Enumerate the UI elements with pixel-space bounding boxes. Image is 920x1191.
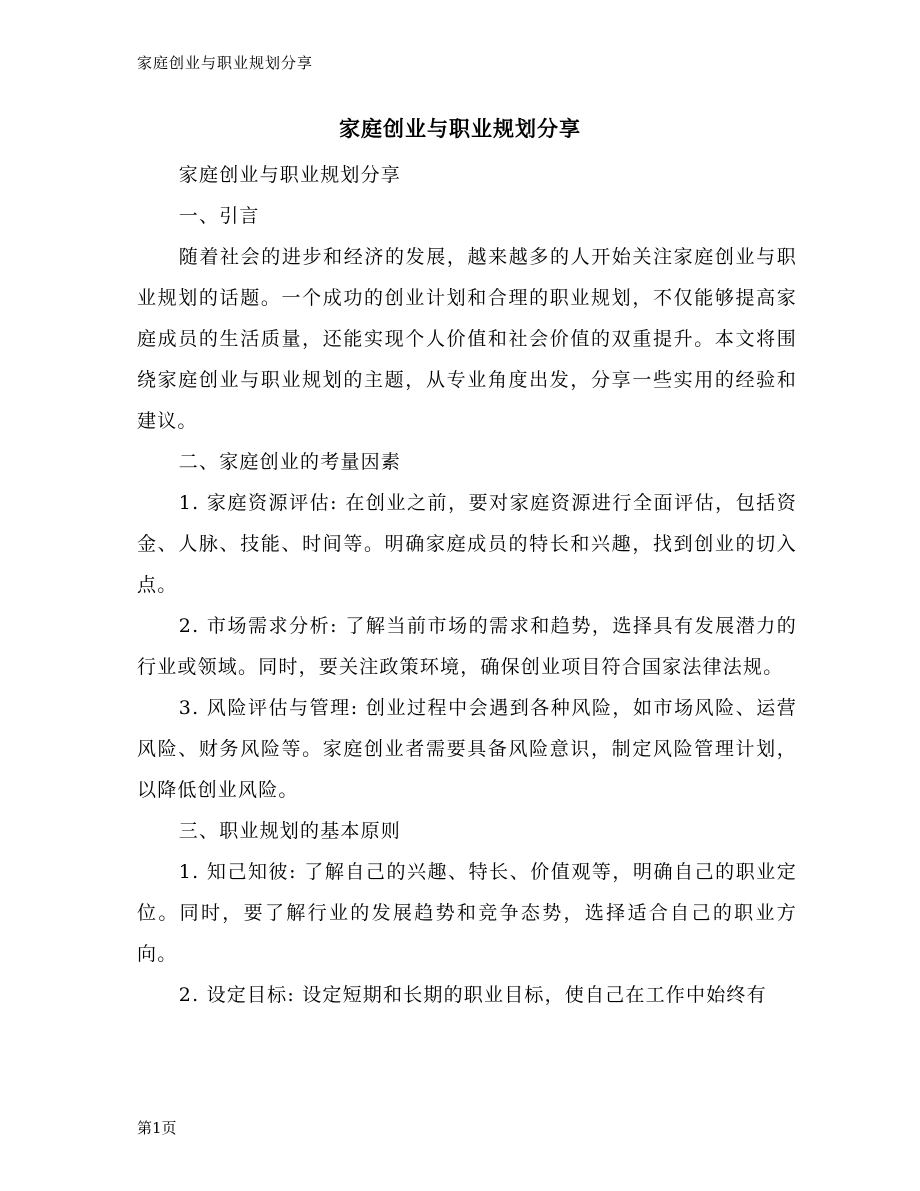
paragraph-market-analysis: 2. 市场需求分析: 了解当前市场的需求和趋势，选择具有发展潜力的行业或领域。同时，要关注政策环境，确保创业项目符合国家法律法规。 <box>137 615 797 678</box>
paragraph-risk-management: 3. 风险评估与管理: 创业过程中会遇到各种风险，如市场风险、运营风险、财务风险等。家庭创业者需要具备风险意识，制定风险管理计划，以降低创业风险。 <box>137 697 797 801</box>
section-heading-principles: 三、职业规划的基本原则 <box>178 820 401 842</box>
section-heading-factors: 二、家庭创业的考量因素 <box>178 451 401 473</box>
paragraph-subtitle: 家庭创业与职业规划分享 <box>178 164 401 186</box>
section-heading-intro: 一、引言 <box>178 205 260 227</box>
page-number: 第1页 <box>137 1119 177 1137</box>
paragraph-resource-assessment: 1. 家庭资源评估: 在创业之前，要对家庭资源进行全面评估，包括资金、人脉、技能、时间等。明确家庭成员的特长和兴趣，找到创业的切入点。 <box>137 492 797 596</box>
paragraph-know-yourself: 1. 知己知彼: 了解自己的兴趣、特长、价值观等，明确自己的职业定位。同时，要了解行业的发展趋势和竞争态势，选择适合自己的职业方向。 <box>137 861 797 965</box>
paragraph-set-goals: 2. 设定目标: 设定短期和长期的职业目标，使自己在工作中始终有 <box>178 984 767 1006</box>
document-body <box>137 155 797 1016</box>
paragraph-intro: 随着社会的进步和经济的发展，越来越多的人开始关注家庭创业与职业规划的话题。一个成功的创业计划和合理的职业规划，不仅能够提高家庭成员的生活质量，还能实现个人价值和社会价值的双重提升。本文将围绕家庭创业与职业规划的主题，从专业角度出发，分享一些实用的经验和建议。 <box>137 246 797 432</box>
running-header: 家庭创业与职业规划分享 <box>137 54 314 72</box>
document-title: 家庭创业与职业规划分享 <box>339 117 581 141</box>
